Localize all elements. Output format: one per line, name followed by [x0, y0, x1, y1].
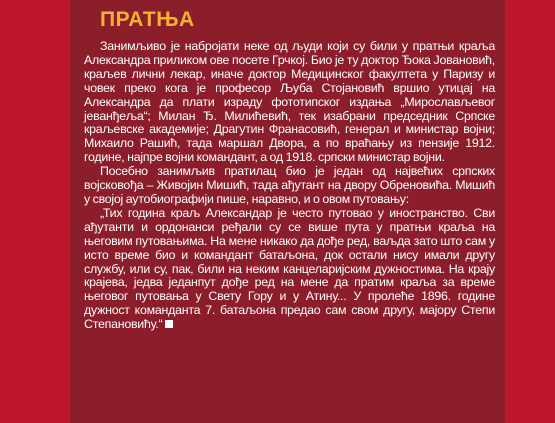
box-title: ПРАТЊА [100, 8, 195, 31]
sidebar-box [70, 0, 505, 423]
quote-text: „Тих година краљ Александар је често путовао у иностранство. Сви ађутанти и ордонанси ређали су се више пута у пратњи краља на његовим путовањима. На мене никако да дође ред, ваљда зато што сам у исто време био и командант батаљона, док остали нису имали другу службу, или су, пак, били на неким канцеларијским дужностима. На крају крајева, једва једанпут дође ред на мене да пратим краља за време његовог путовања у Свету Гору и у Атину... У пролеће 1896. године дужност команданта 7. батаљона предао сам свом другу, мајору Степи Степановићу.“ [84, 205, 495, 332]
paragraph-1: Занимљиво је набројати неке од људи који су били у пратњи краља Александра приликом ове посете Грчкој. Био је ту доктор Ђока Јовановић, краљев лични лекар, иначе доктор Медицинског факултета у Паризу и човек преко кога је професор Љуба Стојановић вршио утицај на Александра да плати израду фототипског издања „Мирослављевог јеванђеља“; Милан Ђ. Милићевић, тек изабрани председник Српске краљевске академије; Драгутин Франасовић, генерал и министар војни; Михаило Рашић, тада маршал Двора, а по враћању из пензије 1912. године, најпре војни командант, а од 1918. српски министар војни. [84, 39, 495, 165]
left-background-strip [0, 0, 70, 423]
paragraph-2: Посебно занимљив пратилац био је један од највећих српских војсковођа – Живојин Мишић, тада ађутант на двору Обреновића. Мишић у својој аутобиографији пише, наравно, и о овом путовању: [84, 164, 495, 206]
quote-paragraph [84, 207, 495, 332]
box-body [84, 40, 495, 332]
end-of-article-square-icon [165, 320, 173, 328]
right-background-strip [505, 0, 555, 423]
